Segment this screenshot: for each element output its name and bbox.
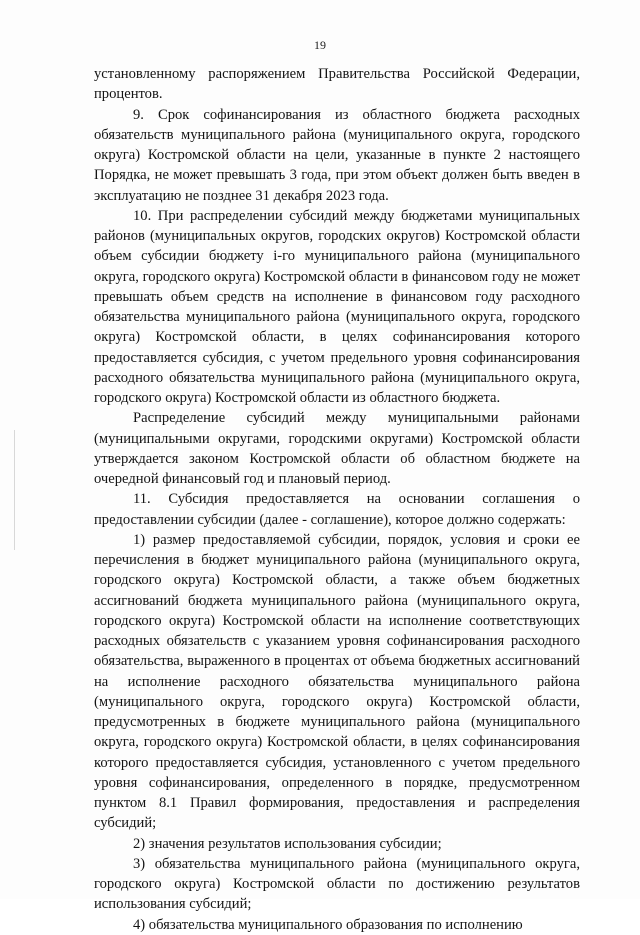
paragraph-item-11: 11. Субсидия предоставляется на основании соглашения о предоставлении субсидии (далее - соглашение), которое должно содержать: bbox=[94, 491, 580, 528]
subitem-4: 4) обязательства муниципального образования по исполнению bbox=[133, 916, 523, 933]
paragraph-item-10: 10. При распределении субсидий между бюджетами муниципальных районов (муниципальных округов, городских округов) Костромской области объем субсидии бюджету i-го муниципального района (муниципального округа, городского округа) Костромской области в финансовом году не может превышать объем средств на исполнение в финансовом году расходного обязательства муниципального района (муниципального округа, городского округа) Костромской области, в целях софинансирования которого предоставляется субсидия, с учетом предельного уровня софинансирования расходного обязательства муниципального района (муниципального округа, городского округа) Костромской области из областного бюджета. bbox=[94, 207, 580, 406]
document-body bbox=[94, 64, 580, 935]
page-number: 19 bbox=[314, 38, 326, 52]
subitem-1: 1) размер предоставляемой субсидии, порядок, условия и сроки ее перечисления в бюджет муниципального района (муниципального округа, городского округа) Костромской области, а также объем бюджетных ассигнований бюджета муниципального района (муниципального округа, городского округа) Костромской области на исполнение соответствующих расходных обязательств с указанием уровня софинансирования расходного обязательства, выраженного в процентах от объема бюджетных ассигнований на исполнение расходного обязательства муниципального района (муниципального округа, городского округа) Костромской области, предусмотренных в бюджете муниципального района (муниципального округа, городского округа) Костромской области, в целях софинансирования которого предоставляется субсидия, установленного с учетом предельного уровня софинансирования, определенного в порядке, предусмотренном пунктом 8.1 Правил формирования, предоставления и распределения субсидий; bbox=[94, 531, 580, 832]
scan-edge-mark bbox=[14, 430, 15, 550]
paragraph-item-9: 9. Срок софинансирования из областного бюджета расходных обязательств муниципального района (муниципального округа, городского округа) Костромской области на цели, указанные в пункте 2 настоящего Порядка, не может превышать 3 года, при этом объект должен быть введен в эксплуатацию не позднее 31 декабря 2023 года. bbox=[94, 106, 580, 204]
subitem-2: 2) значения результатов использования субсидии; bbox=[133, 835, 442, 852]
paragraph-distribution: Распределение субсидий между муниципальными районами (муниципальными округами, городскими округами) Костромской области утверждается законом Костромской области об областном бюджете на очередной финансовый год и плановый период. bbox=[94, 410, 580, 487]
paragraph-continuation: установленному распоряжением Правительства Российской Федерации, процентов. bbox=[94, 66, 580, 103]
subitem-3: 3) обязательства муниципального района (муниципального округа, городского округа) Костромской области по достижению результатов использования субсидий; bbox=[94, 855, 580, 913]
